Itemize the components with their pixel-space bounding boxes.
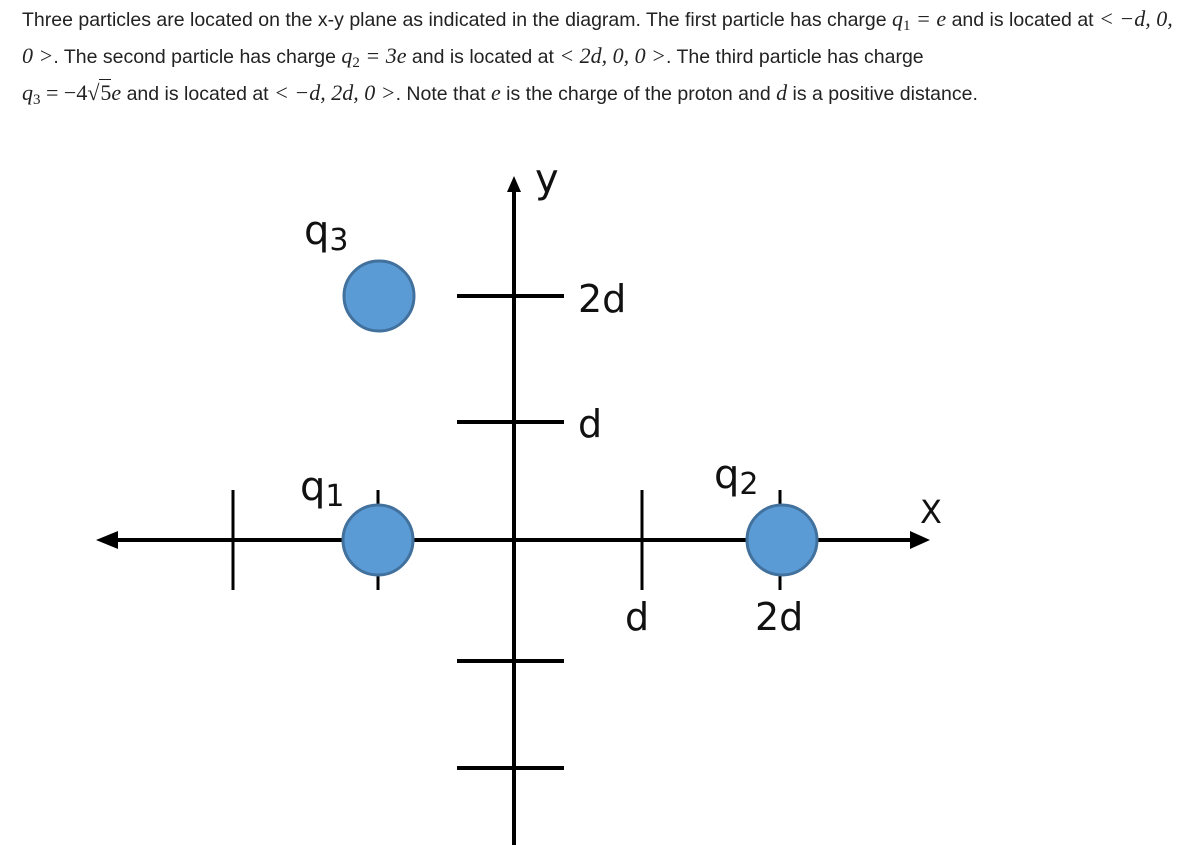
tick-label-x-2d: 2d: [755, 595, 804, 639]
particle-q1: [343, 505, 413, 575]
tick-label-y-2d: 2d: [578, 277, 627, 321]
particle-q3: [344, 261, 414, 331]
label-q1: q1: [300, 464, 345, 514]
tick-label-y-d: d: [578, 402, 603, 446]
q3-position: < −d, 2d, 0 >: [274, 80, 396, 105]
x-axis-label: X: [920, 493, 942, 531]
x-axis-right-arrow-icon: [910, 531, 930, 549]
statement-text: Three particles are located on the x-y plane as indicated in the diagram. The first particle has charge: [22, 9, 893, 31]
x-axis-left-arrow-icon: [96, 531, 118, 549]
particle-q2: [747, 505, 817, 575]
problem-statement: Three particles are located on the x-y plane as indicated in the diagram. The first particle has charge $q_1 = e$ and is located at < −d, 0, 0 >. The second particle has charge $q_2 = 3e$ and is located at < 2d, 0, 0 >. The third particle has charge $q_3 = -4√5e$ and is located at < −d, 2d, 0 >. Note that e is the charge of the proton and d is a positive distance.: [22, 6, 1173, 108]
q1-value: = e: [910, 6, 947, 31]
q3-symbol: $q_3$: [22, 80, 41, 108]
e-symbol: e: [490, 80, 501, 105]
tick-label-x-d: d: [625, 595, 650, 639]
q3-value: = −4√5e: [40, 80, 122, 105]
q1-position: < −d, 0, 0 >: [22, 6, 1173, 68]
label-q3: q3: [304, 208, 349, 258]
q2-symbol: $q_2$: [341, 43, 360, 71]
q1-symbol: $q_1$: [892, 6, 911, 34]
q2-value: = 3e: [359, 43, 407, 68]
q2-position: < 2d, 0, 0 >: [559, 43, 667, 68]
d-symbol: d: [776, 80, 788, 105]
y-axis-arrow-icon: [507, 176, 521, 192]
y-axis-label: y: [535, 156, 559, 202]
label-q2: q2: [714, 452, 759, 502]
